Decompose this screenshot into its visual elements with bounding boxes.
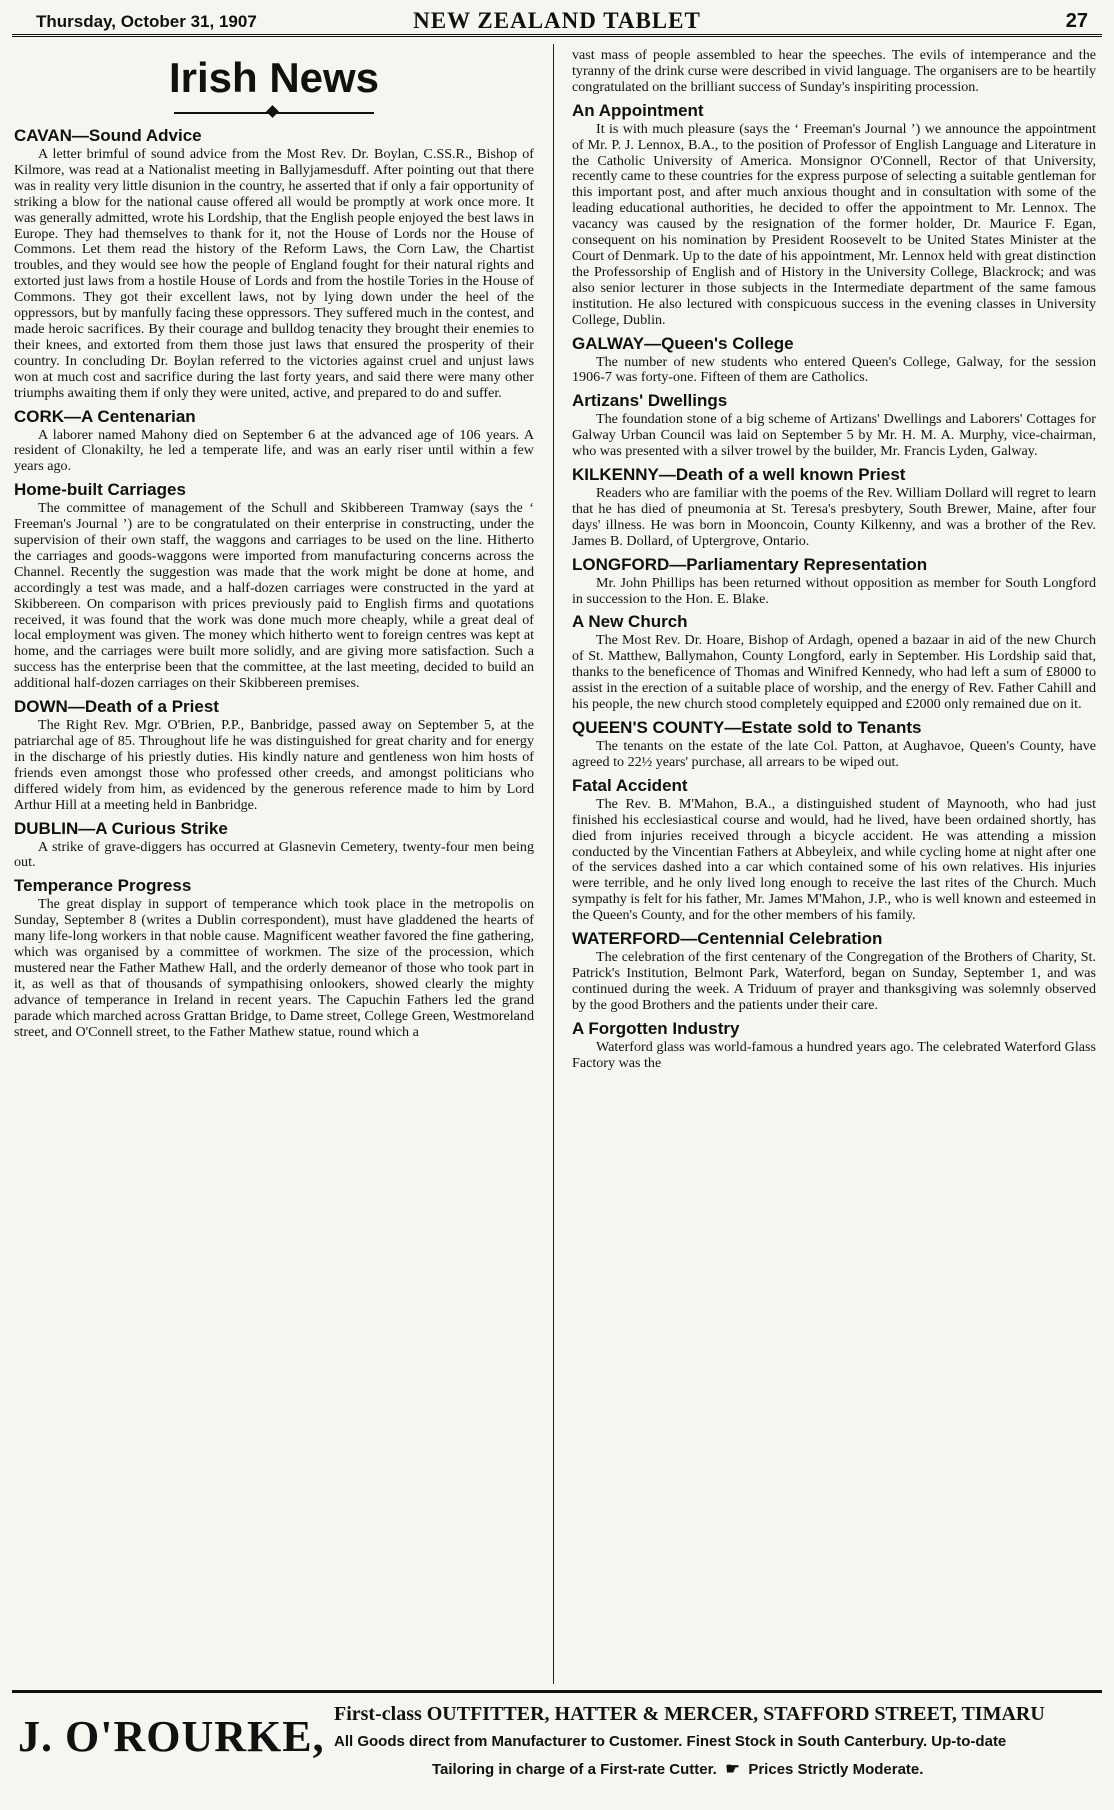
- article-heading: CAVAN—Sound Advice: [14, 126, 202, 145]
- article-paragraph: The tenants on the estate of the late Col. Patton, at Aughavoe, Queen's County, have agreed to 22½ years' purchase, all arrears to be wiped out.: [572, 738, 1096, 770]
- article-heading: CORK—A Centenarian: [14, 406, 196, 426]
- article-paragraph: The Most Rev. Dr. Hoare, Bishop of Ardagh, opened a bazaar in aid of the new Church of St. Matthew, Ballymahon, County Longford, early in September. His Lordship said that, thanks to the beneficence of Thomas and Winifred Kennedy, who had left a sum of £8000 to assist in the erection of a suitable place of worship, and the energy of Rev. Father Cahill and his people, the new church stood completely equipped and £2000 only remained due on it.: [572, 632, 1096, 713]
- article-paragraph: Waterford glass was world-famous a hundred years ago. The celebrated Waterford Glass Factory was the: [572, 1038, 1096, 1071]
- left-column: [14, 48, 534, 1678]
- article-heading: A New Church: [572, 612, 688, 632]
- article-heading: An Appointment: [572, 100, 704, 120]
- ad-line-2: All Goods direct from Manufacturer to Customer. Finest Stock in South Canterbury. Up-to-date: [334, 1733, 1007, 1750]
- pointing-hand-icon: ☛: [720, 1761, 745, 1778]
- article-paragraph: It is with much pleasure (says the ‘ Freeman's Journal ’) we announce the appointment of Mr. P. J. Lennox, B.A., to the position of Professor of English Language and Literature in the Catholic University of America. Monsignor O'Connell, Rector of that University, recently came to these countries for the express purpose of selecting a suitable gentleman for this important post, and after much anxious thought and in consultation with some of the leading educational authorities, he decided to offer the appointment to Mr. Lennox. The vacancy was caused by the resignation of the former holder, Dr. Maurice F. Egan, consequent on his nomination by President Roosevelt to be United States Minister at the Court of Denmark. Up to the date of his appointment, Mr. Lennox held with great distinction the Professorship of English and of History in the University College, Blackrock; and was also senior lecturer in those subjects in the Intermediate department of the same famous institution. He also lectured with conspicuous success in the evening classes in University College, Dublin.: [572, 120, 1096, 328]
- article-paragraph: vast mass of people assembled to hear the speeches. The evils of intemperance and the tyranny of the drink curse were described in vivid language. The organisers are to be heartily congratulated on the brilliant success of Sunday's inspiriting procession.: [572, 48, 1096, 95]
- article-heading: A Forgotten Industry: [572, 1018, 740, 1038]
- article-heading: Home-built Carriages: [14, 480, 186, 500]
- article-heading: Fatal Accident: [572, 775, 688, 795]
- article-heading: Temperance Progress: [14, 876, 192, 896]
- article-paragraph: Mr. John Phillips has been returned without opposition as member for South Longford in succession to the Hon. E. Blake.: [572, 574, 1096, 607]
- issue-date: Thursday, October 31, 1907: [36, 12, 257, 31]
- article-paragraph: A letter brimful of sound advice from the Most Rev. Dr. Boylan, C.SS.R., Bishop of Kilmore, was read at a Nationalist meeting in Ballyjamesduff. After pointing out that there was in reality very little disunion in the country, he asserted that if only a fair opportunity of striking a blow for the national cause offered all would be promptly at work once more. It was generally admitted, wrote his Lordship, that the English people enjoyed the best laws in Europe. They had themselves to thank for it, not the House of Lords nor the House of Commons. Let them read the history of the Reform Laws, the Corn Law, the Chartist troubles, and they would see how the people of England fought for their natural rights and extorted just laws from a hostile House of Lords and from the hostile Tories in the House of Commons. They got their excellent laws, not by lying down under the heel of the oppressors, but by manfully facing these oppressors. They suffered much in the contest, and made heroic sacrifices. By their courage and bulldog tenacity they brought their enemies to their knees, and extorted from them those just laws that ensured the prosperity of their country. In concluding Dr. Boylan referred to the victories against cruel and unjust laws won at much cost and sacrifice during the last forty years, and said there were many other triumphs awaiting them if only they were united, active, and prepared to do and suffer.: [14, 146, 534, 401]
- masthead: [12, 4, 1102, 37]
- article-paragraph: The Rev. B. M'Mahon, B.A., a distinguished student of Maynooth, who had just finished his ecclesiastical course and would, had he lived, have been ordained shortly, has died from injuries received through a bicycle accident. He was attending a mission conducted by the Vincentian Fathers at Abbeyleix, and while cycling home at night after one of the services dashed into a car which contained some of his own relatives. His injuries were terrible, and he only lived long enough to receive the last rites of the Church. Much sympathy is felt for his father, Mr. James M'Mahon, J.P., who is well known and esteemed in the Queen's County, and for the other members of his family.: [572, 795, 1096, 924]
- article-heading: GALWAY—Queen's College: [572, 333, 794, 353]
- article-paragraph: The number of new students who entered Queen's College, Galway, for the session 1906-7 was forty-one. Fifteen of them are Catholics.: [572, 353, 1096, 386]
- article-heading: Artizans' Dwellings: [572, 391, 728, 411]
- column-divider: [553, 44, 554, 1684]
- article-paragraph: The celebration of the first centenary of the Congregation of the Brothers of Charity, St. Patrick's Institution, Belmont Park, Waterford, began on Sunday, September 1, and was continued during the week. A Triduum of prayer and thanksgiving was solemnly observed by the good Brothers and the patients under their care.: [572, 949, 1096, 1013]
- article-paragraph: Readers who are familiar with the poems of the Rev. William Dollard will regret to learn that he has died of pneumonia at St. Teresa's presbytery, South Brewer, Maine, after four days' illness. He was born in Mooncoin, County Kilkenny, and was a brother of the Rev. James B. Dollard, of Uptergrove, Ontario.: [572, 485, 1096, 549]
- section-title: Irish News: [168, 54, 380, 101]
- article-paragraph: A strike of grave-diggers has occurred at Glasnevin Cemetery, twenty-four men being out.: [14, 838, 534, 871]
- article-heading: LONGFORD—Parliamentary Representation: [572, 554, 928, 574]
- article-heading: DOWN—Death of a Priest: [14, 697, 219, 717]
- article-paragraph: The Right Rev. Mgr. O'Brien, P.P., Banbridge, passed away on September 5, at the patriarchal age of 85. Throughout life he was distinguished for great charity and for energy in the discharge of his priestly duties. His kindly nature and gentleness won him hosts of friends even amongst those who professed other creeds, and amongst politicians who differed widely from him, as evidenced by the generous reference made to him by Lord Arthur Hill at a meeting held in Banbridge.: [14, 717, 534, 813]
- ad-line-3: [432, 1759, 923, 1779]
- article-heading: DUBLIN—A Curious Strike: [14, 818, 228, 838]
- article-heading: WATERFORD—Centennial Celebration: [572, 929, 883, 949]
- page-number: 27: [1065, 10, 1088, 32]
- article-heading: QUEEN'S COUNTY—Estate sold to Tenants: [572, 718, 922, 737]
- right-column: [572, 48, 1096, 1678]
- ad-line-3b: Prices Strictly Moderate.: [748, 1761, 924, 1778]
- title-ornament: [14, 106, 534, 120]
- ad-line-3a: Tailoring in charge of a First-rate Cutter.: [432, 1761, 717, 1778]
- article-paragraph: The great display in support of temperance which took place in the metropolis on Sunday, September 8 (writes a Dublin correspondent), must have gladdened the hearts of many life-long workers in that noble cause. Magnificent weather favored the fine gathering, which was organised by a committee of workmen. The size of the procession, which mustered near the Father Mathew Hall, and the orderly demeanor of those who took part in it, as well as that of thousands of sympathising onlookers, showed clearly the mighty advance of temperance in Ireland in recent years. The Capuchin Fathers led the grand parade which marched across Grattan Bridge, to Dame street, College Green, Westmoreland street, and O'Connell street, to the Father Mathew statue, round which a: [14, 896, 534, 1040]
- article-paragraph: A laborer named Mahony died on September 6 at the advanced age of 106 years. A resident of Clonakilty, he led a temperate life, and was an early riser until within a few years ago.: [14, 426, 534, 475]
- ad-line-1: First-class OUTFITTER, HATTER & MERCER, STAFFORD STREET, TIMARU: [334, 1703, 1045, 1725]
- article-paragraph: The committee of management of the Schull and Skibbereen Tramway (says the ‘ Freeman's Journal ’) are to be congratulated on their enterprise in constructing, under the supervision of their own staff, the waggons and carriages to be used on the line. Hitherto the carriages and goods-waggons were imported from manufacturing concerns across the Channel. Recently the suggestion was made that the work might be done at home, and accordingly a test was made, and a half-dozen carriages were constructed in the yard at Skibbereen. On comparison with prices previously paid to English firms and quotations received, it was found that the work was done much more cheaply, while a great deal of local employment was given. The money which hitherto went to foreign centres was kept at home, and the carriages were built more solidly, and are giving more satisfaction. Such a success has the enterprise been that the committee, at the last meeting, decided to build an additional half-dozen carriages on their Skibbereen premises.: [14, 500, 534, 692]
- advertisement: [12, 1690, 1102, 1805]
- advertiser-name: J. O'ROURKE,: [18, 1712, 325, 1761]
- article-heading: KILKENNY—Death of a well known Priest: [572, 465, 906, 485]
- newspaper-title: NEW ZEALAND TABLET: [413, 8, 701, 33]
- article-paragraph: The foundation stone of a big scheme of Artizans' Dwellings and Laborers' Cottages for Galway Urban Council was laid on September 5 by Mr. H. M. A. Murphy, vice-chairman, who was presented with a silver trowel by the builder, Mr. Francis Lyden, Galway.: [572, 411, 1096, 460]
